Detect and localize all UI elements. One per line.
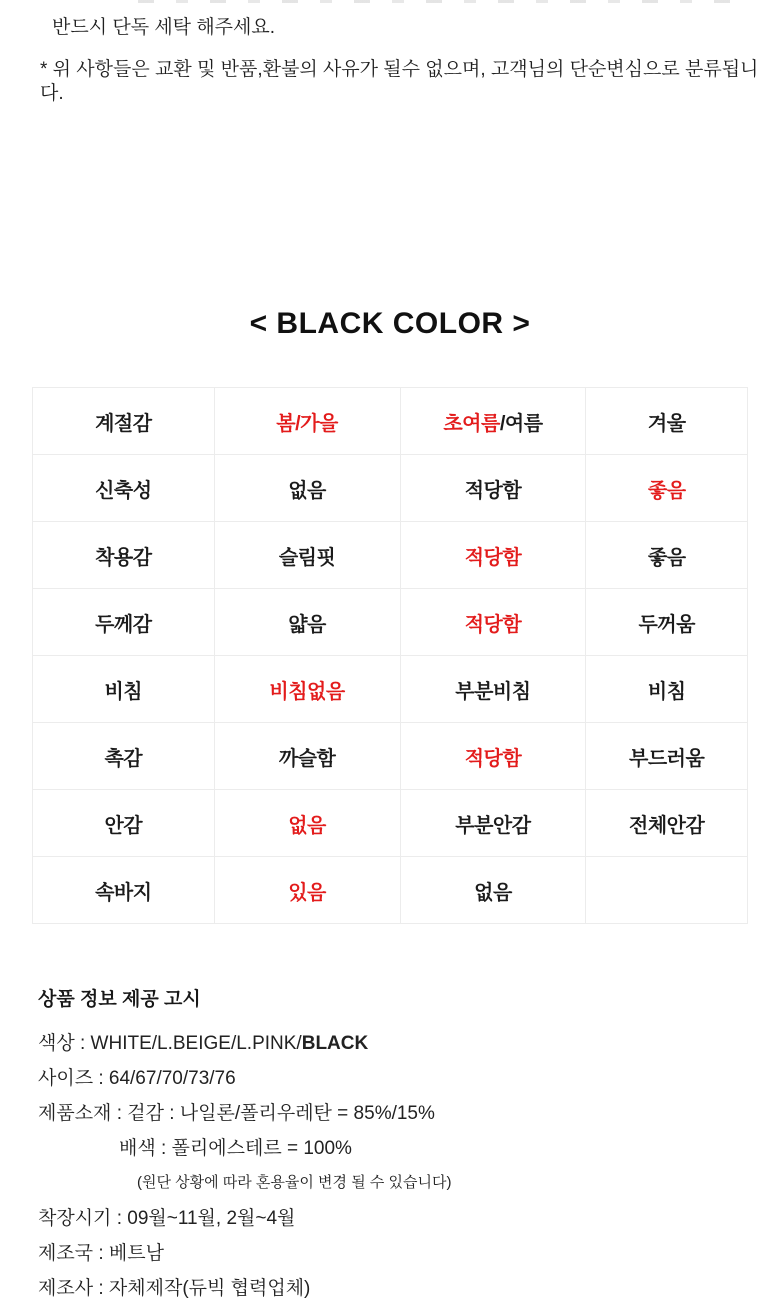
spec-label-cell (33, 790, 215, 857)
spec-option-cell (214, 790, 400, 857)
selected-option-text: 비침없음 (269, 680, 345, 703)
selected-option-text: 있음 (288, 881, 326, 904)
spec-option-cell (400, 656, 586, 723)
option-text: 적당함 (464, 479, 522, 502)
info-text: 제조사 : 자체제작(듀빅 협력업체) (38, 1278, 311, 1299)
option-text: 비침 (647, 680, 686, 703)
spec-option-cell (214, 388, 400, 455)
spec-label-cell (33, 656, 215, 723)
option-text: 두꺼움 (638, 613, 695, 636)
option-text: 부드러움 (629, 747, 705, 770)
selected-option-text: 좋음 (647, 479, 686, 502)
spec-option-cell (400, 455, 586, 522)
spec-label-cell (33, 857, 215, 924)
product-info-line (38, 1278, 780, 1300)
spec-row (33, 388, 748, 455)
color-variant-heading: < BLACK COLOR > (249, 307, 531, 340)
info-text: 제품소재 : 겉감 : 나일론/폴리우레탄 = 85%/15% (38, 1103, 435, 1124)
spec-option-cell (400, 723, 586, 790)
spec-option-cell (586, 388, 748, 455)
info-text: (원단 상황에 따라 혼용율이 변경 될 수 있습니다) (137, 1174, 452, 1191)
option-text: /여름 (499, 412, 543, 435)
spec-row (33, 589, 748, 656)
product-info-lines (38, 1033, 780, 1300)
spec-option-cell (214, 656, 400, 723)
selected-option-text: 적당함 (464, 613, 522, 636)
spec-option-cell (586, 857, 748, 924)
product-info-line (38, 1208, 780, 1230)
info-text: 색상 : WHITE/L.BEIGE/L.PINK/ (38, 1033, 302, 1054)
spec-row (33, 790, 748, 857)
info-text: 배색 : 폴리에스테르 = 100% (119, 1138, 352, 1159)
spec-option-cell (400, 790, 586, 857)
spec-option-cell (586, 790, 748, 857)
product-info-line (137, 1173, 780, 1193)
spec-row (33, 522, 748, 589)
info-text: 착장시기 : 09월~11월, 2월~4월 (38, 1208, 296, 1229)
spec-option-cell (586, 723, 748, 790)
option-text: 없음 (474, 881, 512, 904)
spec-option-cell (400, 589, 586, 656)
info-text: BLACK (301, 1033, 369, 1054)
product-info-line (38, 1243, 780, 1265)
spec-option-cell (214, 723, 400, 790)
spec-row (33, 723, 748, 790)
option-text: 전체안감 (629, 814, 705, 837)
cropped-text-remnant (138, 0, 742, 3)
spec-row (33, 455, 748, 522)
option-text: 신축성 (95, 479, 152, 502)
selected-option-text: 적당함 (464, 747, 522, 770)
option-text: 겨울 (647, 412, 686, 435)
option-text: 부분비침 (455, 680, 531, 703)
option-text: 비침 (104, 680, 143, 703)
option-text: 슬림핏 (278, 546, 336, 569)
option-text: 속바지 (95, 881, 152, 904)
return-disclaimer-note: * 위 사항들은 교환 및 반품,환불의 사유가 될수 없으며, 고객님의 단순변심으로 분류됩니다. (40, 59, 759, 104)
option-text: 안감 (104, 814, 143, 837)
spec-row (33, 656, 748, 723)
option-text: 촉감 (104, 747, 143, 770)
selected-option-text: 초여름 (443, 412, 500, 435)
option-text: 없음 (288, 479, 326, 502)
spec-option-cell (400, 857, 586, 924)
option-text: 계절감 (95, 412, 152, 435)
info-text: 제조국 : 베트남 (38, 1243, 164, 1264)
care-note: 반드시 단독 세탁 해주세요. (52, 17, 276, 38)
spec-option-cell (214, 589, 400, 656)
info-text: 사이즈 : 64/67/70/73/76 (38, 1068, 236, 1089)
spec-option-cell (400, 388, 586, 455)
spec-option-cell (400, 522, 586, 589)
spec-label-cell (33, 522, 215, 589)
option-text: 좋음 (647, 546, 686, 569)
product-info-line (38, 1103, 780, 1125)
option-text: 두께감 (95, 613, 152, 636)
option-text: 부분안감 (455, 814, 531, 837)
spec-option-cell (586, 589, 748, 656)
spec-option-cell (214, 857, 400, 924)
product-info-section (38, 984, 780, 1300)
product-info-title: 상품 정보 제공 고시 (38, 989, 201, 1010)
spec-option-cell (586, 455, 748, 522)
spec-label-cell (33, 723, 215, 790)
option-text: 까슬함 (278, 747, 336, 770)
fabric-spec-table (32, 387, 748, 924)
spec-label-cell (33, 455, 215, 522)
spec-option-cell (214, 522, 400, 589)
selected-option-text: 없음 (288, 814, 326, 837)
option-text: 얇음 (288, 613, 326, 636)
spec-option-cell (586, 656, 748, 723)
product-info-line (119, 1138, 780, 1160)
product-info-line (38, 1068, 780, 1090)
spec-label-cell (33, 388, 215, 455)
spec-option-cell (586, 522, 748, 589)
spec-label-cell (33, 589, 215, 656)
spec-option-cell (214, 455, 400, 522)
product-info-line (38, 1033, 780, 1055)
selected-option-text: 봄/가을 (276, 412, 338, 435)
selected-option-text: 적당함 (464, 546, 522, 569)
option-text: 착용감 (95, 546, 152, 569)
spec-row (33, 857, 748, 924)
